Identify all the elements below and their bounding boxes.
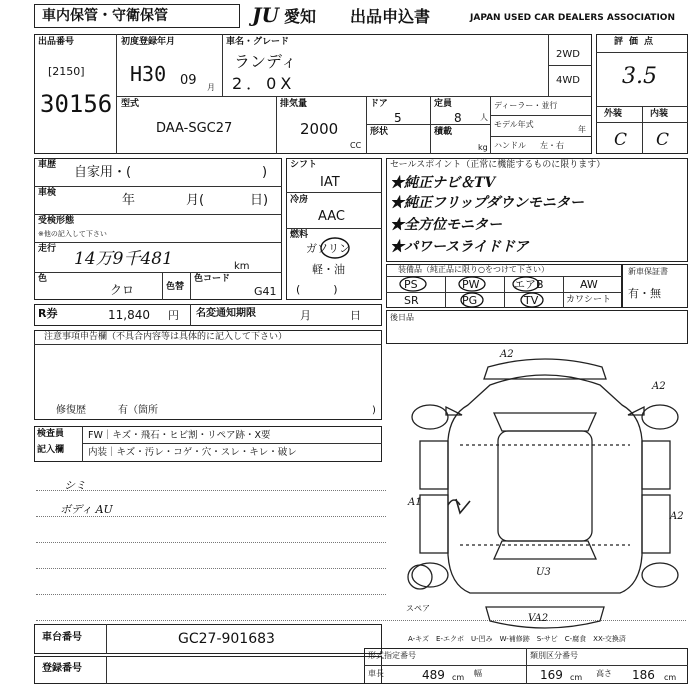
drive-4wd: 4WD — [556, 75, 580, 86]
aircon-label: 冷房 — [290, 195, 309, 205]
sales-point-1: ★純正ナビ＆TV — [390, 175, 496, 191]
mark-u3: U3 — [536, 567, 551, 578]
inspector-label-2: 記入欄 — [37, 445, 65, 455]
warranty-label: 新車保証書 — [628, 267, 668, 276]
length-unit: cm — [452, 673, 465, 682]
history-value: 自家用・( — [74, 165, 132, 180]
height-unit: cm — [664, 673, 677, 682]
sales-points-label: セールスポイント（正常に機能するものに限ります） — [390, 160, 606, 170]
mileage-unit: km — [234, 261, 250, 272]
sales-point-4: ★パワースライドドア — [390, 239, 529, 255]
kg-unit: kg — [478, 143, 488, 152]
car-damage-diagram — [400, 345, 690, 645]
length-label: 車長 — [368, 669, 384, 678]
load-label: 積載 — [434, 127, 453, 137]
handle-value: 左・右 — [540, 141, 564, 150]
equip-pw: PW — [462, 278, 480, 291]
mileage-label: 走行 — [38, 244, 57, 254]
equipment-label: 装備品（純正品に限り○をつけて下さい） — [398, 265, 549, 274]
seats-value: 8 — [454, 111, 462, 125]
color-value: クロ — [110, 283, 135, 297]
cc-unit: CC — [350, 141, 362, 150]
displacement-label: 排気量 — [280, 99, 308, 109]
repair-close: ) — [372, 405, 376, 416]
registration-year: H30 — [130, 62, 167, 86]
brand-name: 愛知 — [284, 7, 317, 26]
fuel-light-oil: 軽・油 — [312, 263, 345, 276]
transfer-label: 受検形態 — [38, 216, 75, 226]
equip-ps: PS — [404, 278, 418, 291]
model-label: 車名・グレード — [226, 37, 290, 47]
fuel-circle — [318, 236, 352, 260]
registration-month: 09 — [180, 73, 197, 88]
color-code: G41 — [254, 285, 277, 298]
width-unit: cm — [570, 673, 583, 682]
history-close: ) — [262, 165, 268, 180]
shape-label: 形状 — [370, 127, 389, 137]
doors-value: 5 — [394, 111, 402, 125]
grade-label: 評価点 — [614, 37, 660, 47]
shift-label: シフト — [290, 160, 318, 170]
later-date-block — [386, 310, 688, 344]
dealer-label: ディーラー・並行 — [494, 101, 558, 110]
sales-point-3: ★全方位モニター — [390, 217, 502, 233]
mark-va2: VA2 — [528, 613, 549, 624]
ju-logo: JU — [252, 3, 279, 27]
equip-pg: PG — [462, 294, 478, 307]
sales-point-2: ★純正フリップダウンモニター — [390, 195, 584, 211]
year-unit: 年 — [578, 125, 586, 134]
type-label: 型式 — [121, 99, 140, 109]
spare-label: スペア — [406, 604, 430, 613]
registration-label: 初度登録年月 — [121, 37, 176, 47]
lot-code: [2150] — [48, 65, 85, 78]
inspector-note-2: ボディ AU — [60, 503, 113, 516]
notes-label: 注意事項申告欄（不具合内容等は具体的に記入して下さい） — [44, 332, 288, 342]
mileage-value: 14万9千481 — [74, 249, 173, 269]
transfer-note: ※他の記入して下さい — [38, 230, 107, 238]
seats-label: 定員 — [434, 99, 453, 109]
fuel-options: ガソリン — [306, 242, 350, 255]
inspector-row-1: FW｜キズ・飛石・ヒビ割・リペア跡・X要 — [88, 430, 271, 441]
inspector-label-1: 検査員 — [37, 429, 65, 439]
color-code-label: 色コード — [194, 274, 231, 284]
inspection-day: 日) — [250, 193, 269, 208]
recycle-yen: 円 — [168, 309, 179, 322]
inspector-note-1: シミ — [64, 479, 86, 492]
recycle-amount: 11,840 — [108, 308, 150, 322]
equip-aw: AW — [580, 278, 598, 291]
lot-label: 出品番号 — [38, 37, 75, 47]
inspection-month: 月( — [186, 193, 205, 208]
notice-label: 名変通知期限 — [196, 308, 256, 319]
equip-tv: TV — [524, 294, 539, 307]
model-name: ランディ — [234, 52, 297, 71]
grade-score: 3.5 — [622, 64, 657, 89]
lot-number: 30156 — [40, 90, 113, 118]
shift-value: IAT — [320, 175, 340, 190]
width-label: 幅 — [474, 669, 482, 678]
mark-a1-left: A1 — [408, 497, 422, 508]
class-number-label: 類別区分番号 — [530, 651, 578, 660]
shape-number-label: 形式指定番号 — [368, 651, 416, 660]
color-change-label: 色替 — [166, 282, 185, 292]
storage-label: 車内保管・守衛保管 — [42, 8, 168, 24]
form-title: 出品申込書 — [350, 7, 431, 26]
mark-a2-right: A2 — [670, 511, 684, 522]
registration-month-suffix: 月 — [207, 83, 215, 92]
interior-grade: C — [656, 130, 670, 150]
color-label: 色 — [38, 274, 48, 284]
exterior-grade: C — [614, 130, 628, 150]
model-grade: 2．0X — [232, 74, 296, 93]
height-value: 186 — [632, 668, 655, 682]
equipment-circles — [386, 276, 622, 308]
mark-a2-right-top: A2 — [652, 381, 666, 392]
height-label: 高さ — [596, 669, 612, 678]
chassis-label: 車台番号 — [42, 632, 82, 643]
mark-a2-top: A2 — [500, 349, 514, 360]
recycle-label: R券 — [38, 307, 58, 320]
warranty-value: 有・無 — [628, 287, 661, 300]
doors-label: ドア — [370, 99, 388, 109]
notice-day: 日 — [350, 309, 361, 322]
person-unit: 人 — [480, 113, 488, 122]
drive-2wd: 2WD — [556, 49, 580, 60]
length-value: 489 — [422, 668, 445, 682]
repair-value: 有（箇所 — [118, 405, 158, 416]
exterior-label: 外装 — [604, 109, 623, 119]
reg-number-block — [34, 656, 382, 684]
repair-label: 修復歴 — [56, 405, 86, 416]
fuel-label: 燃料 — [290, 230, 309, 240]
history-block — [34, 158, 282, 300]
equip-airbag: エアB — [514, 278, 544, 291]
equip-sr: SR — [404, 294, 419, 307]
handle-label: ハンドル — [494, 141, 526, 150]
association-name: JAPAN USED CAR DEALERS ASSOCIATION — [470, 13, 675, 23]
fuel-paren: ( ) — [296, 283, 338, 296]
displacement-value: 2000 — [300, 120, 339, 138]
interior-label: 内装 — [650, 109, 669, 119]
notice-month: 月 — [300, 309, 311, 322]
inspection-label: 車検 — [38, 188, 57, 198]
aircon-value: AAC — [318, 209, 345, 224]
chassis-value: GC27-901683 — [178, 631, 275, 647]
reg-number-label: 登録番号 — [42, 663, 82, 674]
damage-legend: A-キズ E-エクボ U-凹み W-補修跡 S-サビ C-腐食 XX-交換済 — [408, 635, 626, 643]
model-year-label: モデル年式 — [494, 120, 534, 129]
type-value: DAA-SGC27 — [156, 121, 233, 136]
inspection-year: 年 — [122, 193, 136, 208]
equip-leather: カワシート — [566, 295, 612, 305]
history-label: 車歴 — [38, 160, 57, 170]
inspector-row-2: 内装｜キズ・汚レ・コゲ・穴・スレ・キレ・破レ — [88, 447, 297, 458]
width-value: 169 — [540, 668, 563, 682]
later-date-label: 後日品 — [390, 313, 414, 322]
